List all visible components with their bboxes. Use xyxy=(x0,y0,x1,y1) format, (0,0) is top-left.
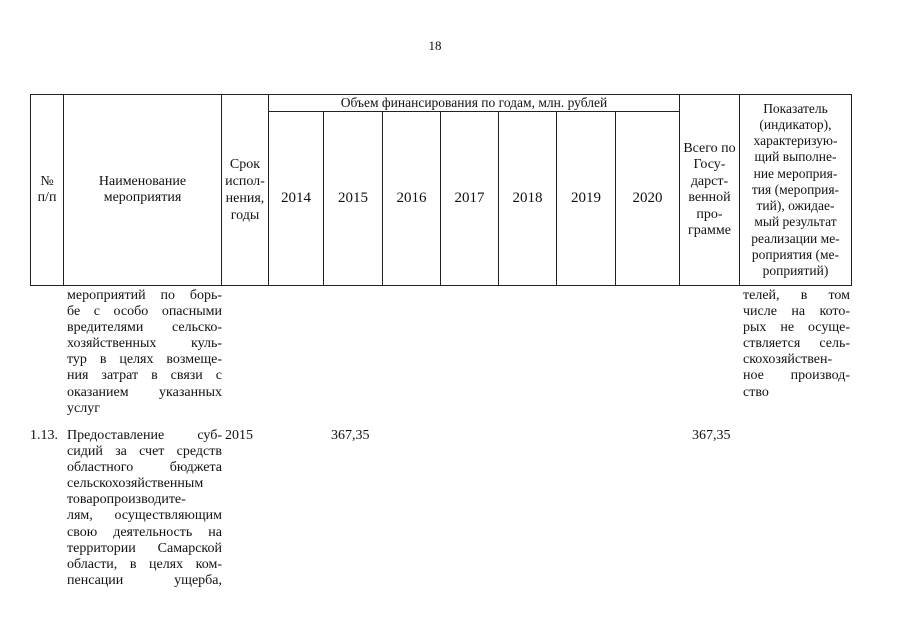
row-term: 2015 xyxy=(225,428,253,443)
text-line: бе с особо опасными xyxy=(67,304,222,320)
header-year-2016: 2016 xyxy=(396,190,427,206)
continuation-name xyxy=(67,288,222,417)
text-line: ство xyxy=(743,384,769,400)
text-line: оказанием указанных xyxy=(67,384,222,400)
text-line: вредителями сельско- xyxy=(67,320,222,336)
header-num: № п/п xyxy=(37,174,57,205)
continuation-indicator xyxy=(743,288,850,401)
header-indicator: Показатель (индикатор), характеризую- щий выполне- ние мероприя- тия (мероприя- тий), ожидае- мый результат реализации ме- роприятия (ме- роприятий) xyxy=(751,100,840,278)
text-line: телей, в том xyxy=(743,288,850,303)
header-year-2017: 2017 xyxy=(454,190,485,206)
text-line: хозяйственных куль- xyxy=(67,336,222,352)
text-line: ное производ- xyxy=(743,368,850,384)
header-year-2015: 2015 xyxy=(338,190,368,206)
header-year-2014: 2014 xyxy=(281,190,311,206)
header-term: Срок испол- нения, годы xyxy=(225,157,265,223)
header-name: Наименование мероприятия xyxy=(98,174,187,205)
text-line: областного бюджета xyxy=(67,460,222,476)
text-line: ния затрат в связи с xyxy=(67,368,222,384)
text-line: ствляется сель- xyxy=(743,336,850,352)
text-line: области, в целях ком- xyxy=(67,556,222,572)
row-number: 1.13. xyxy=(30,428,58,443)
header-year-2020: 2020 xyxy=(632,190,663,206)
header-funding: Объем финансирования по годам, млн. рублей xyxy=(340,94,608,110)
page-number: 18 xyxy=(428,38,442,53)
text-line: сидий за счет средств xyxy=(67,444,222,460)
row-value-2015: 367,35 xyxy=(331,428,370,443)
header-year-2019: 2019 xyxy=(571,190,601,206)
header-year-2018: 2018 xyxy=(512,190,543,206)
text-line: числе на кото- xyxy=(743,304,850,320)
text-line: услуг xyxy=(67,400,100,416)
text-line: мероприятий по борь- xyxy=(67,288,222,303)
text-line: сельскохозяйственным xyxy=(67,476,204,492)
row-name xyxy=(67,428,222,589)
text-line: скохозяйствен- xyxy=(743,352,833,368)
text-line: пенсации ущерба, xyxy=(67,572,222,588)
text-line: тур в целях возмеще- xyxy=(67,352,222,368)
text-line: товаропроизводите- xyxy=(67,492,186,508)
row-total: 367,35 xyxy=(692,428,731,443)
text-line: Предоставление суб- xyxy=(67,428,222,443)
text-line: территории Самарской xyxy=(67,540,222,556)
text-line: лям, осуществляющим xyxy=(67,508,222,524)
text-line: свою деятельность на xyxy=(67,524,222,540)
text-line: рых не осуще- xyxy=(743,320,850,336)
header-total: Всего по Госу- дарст- венной про- грамме xyxy=(683,140,736,238)
